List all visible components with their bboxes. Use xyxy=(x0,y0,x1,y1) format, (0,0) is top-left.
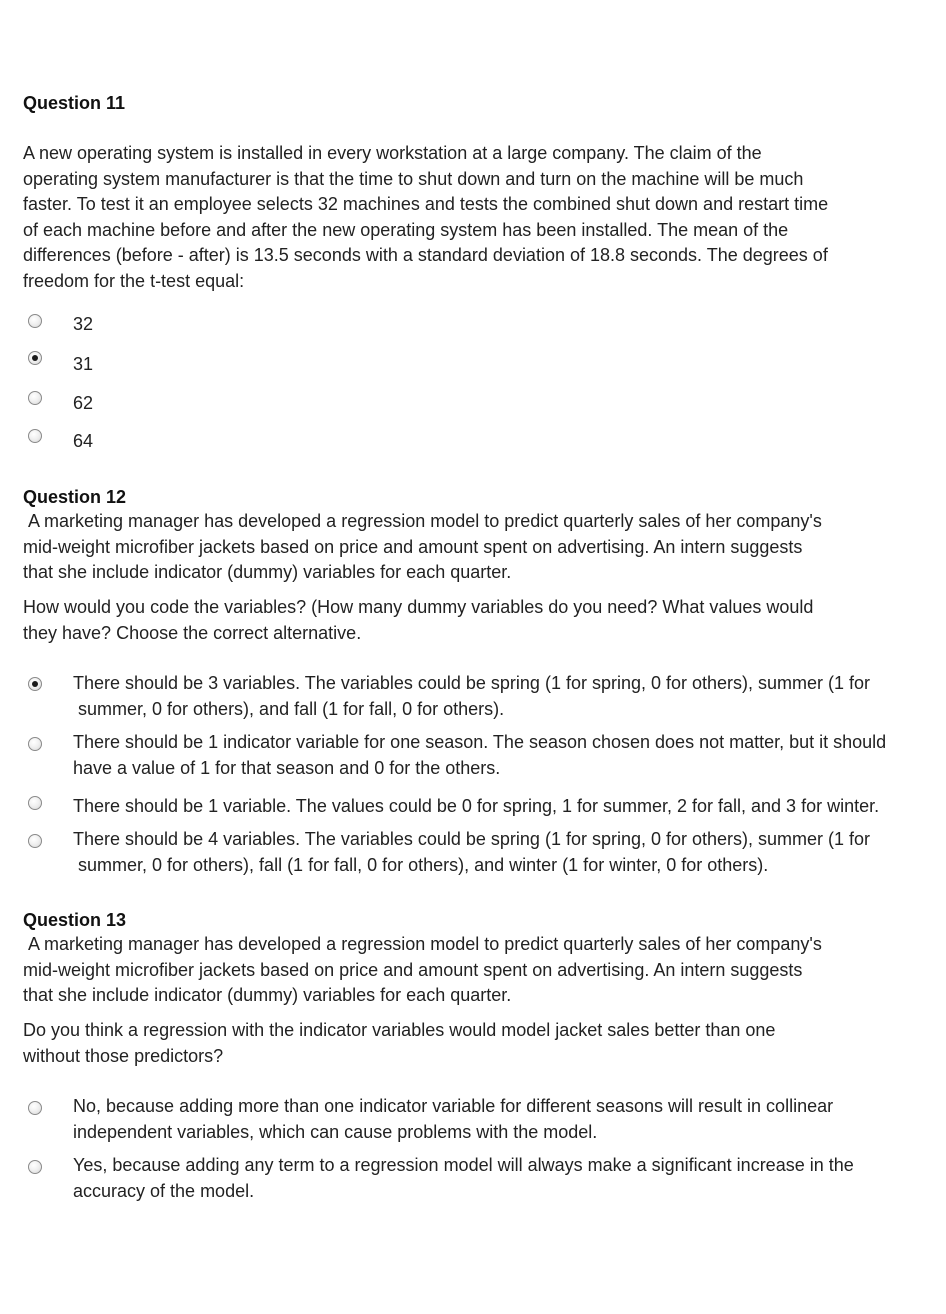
q13-option-2-line1: Yes, because adding any term to a regression model will always make a significant increase in the xyxy=(73,1155,854,1175)
question-13-prompt: Do you think a regression with the indicator variables would model jacket sales better than one without those predictors? xyxy=(23,1020,776,1066)
q11-option-1-label: 32 xyxy=(73,314,94,334)
q12-option-1-line1: There should be 3 variables. The variables could be spring (1 for spring, 0 for others), summer (1 for xyxy=(73,673,871,693)
q12-option-4-label xyxy=(73,827,939,878)
q12-option-4-line1: There should be 4 variables. The variables could be spring (1 for spring, 0 for others), summer (1 for xyxy=(73,829,871,849)
q11-option-2-label: 31 xyxy=(73,354,94,374)
question-12-title: Question 12 xyxy=(23,487,127,507)
q13-option-1-label xyxy=(73,1094,939,1145)
q12-option-1-label xyxy=(73,671,939,722)
q12-option-4-line2: summer, 0 for others), fall (1 for fall, 0 for others), and winter (1 for winter, 0 for others). xyxy=(78,854,769,875)
radio-icon[interactable] xyxy=(28,391,42,405)
q12-option-3-label: There should be 1 variable. The values could be 0 for spring, 1 for summer, 2 for fall, and 3 for winter. xyxy=(73,796,880,816)
radio-selected-icon[interactable] xyxy=(28,677,42,691)
question-11-title: Question 11 xyxy=(23,93,126,113)
question-11-text: A new operating system is installed in every workstation at a large company. The claim of the operating system manufacturer is that the time to shut down and turn on the machine will be much faster. To test it an employee selects 32 machines and tests the combined shut down and restart time of each machine before and after the new operating system has been installed. The mean of the differences (before - after) is 13.5 seconds with a standard deviation of 18.8 seconds. The degrees of freedom for the t-test equal: xyxy=(23,143,829,291)
radio-icon[interactable] xyxy=(28,429,42,443)
radio-icon[interactable] xyxy=(28,834,42,848)
q13-option-2-line2: accuracy of the model. xyxy=(73,1180,255,1201)
q13-option-1-line1: No, because adding more than one indicator variable for different seasons will result in collinear xyxy=(73,1096,834,1116)
q11-option-4-label: 64 xyxy=(73,431,94,451)
q11-option-3-label: 62 xyxy=(73,393,94,413)
q12-option-2-line1: There should be 1 indicator variable for one season. The season chosen does not matter, but it should xyxy=(73,732,887,752)
radio-selected-icon[interactable] xyxy=(28,351,42,365)
question-13-title: Question 13 xyxy=(23,910,127,930)
radio-icon[interactable] xyxy=(28,796,42,810)
radio-icon[interactable] xyxy=(28,1160,42,1174)
q12-option-2-line2: have a value of 1 for that season and 0 for the others. xyxy=(73,757,501,778)
radio-icon[interactable] xyxy=(28,314,42,328)
q12-option-2-label xyxy=(73,730,939,781)
radio-icon[interactable] xyxy=(28,1101,42,1115)
question-12-prompt: How would you code the variables? (How many dummy variables do you need? What values would they have? Choose the correct alternative. xyxy=(23,597,814,643)
question-12-text: A marketing manager has developed a regression model to predict quarterly sales of her company's mid-weight microfiber jackets based on price and amount spent on advertising. An intern suggests that she include indicator (dummy) variables for each quarter. xyxy=(23,511,822,582)
q13-option-2-label xyxy=(73,1153,939,1204)
q12-option-1-line2: summer, 0 for others), and fall (1 for fall, 0 for others). xyxy=(78,698,505,719)
q13-option-1-line2: independent variables, which can cause problems with the model. xyxy=(73,1121,598,1142)
question-13-text: A marketing manager has developed a regression model to predict quarterly sales of her company's mid-weight microfiber jackets based on price and amount spent on advertising. An intern suggests that she include indicator (dummy) variables for each quarter. xyxy=(23,934,822,1005)
radio-icon[interactable] xyxy=(28,737,42,751)
